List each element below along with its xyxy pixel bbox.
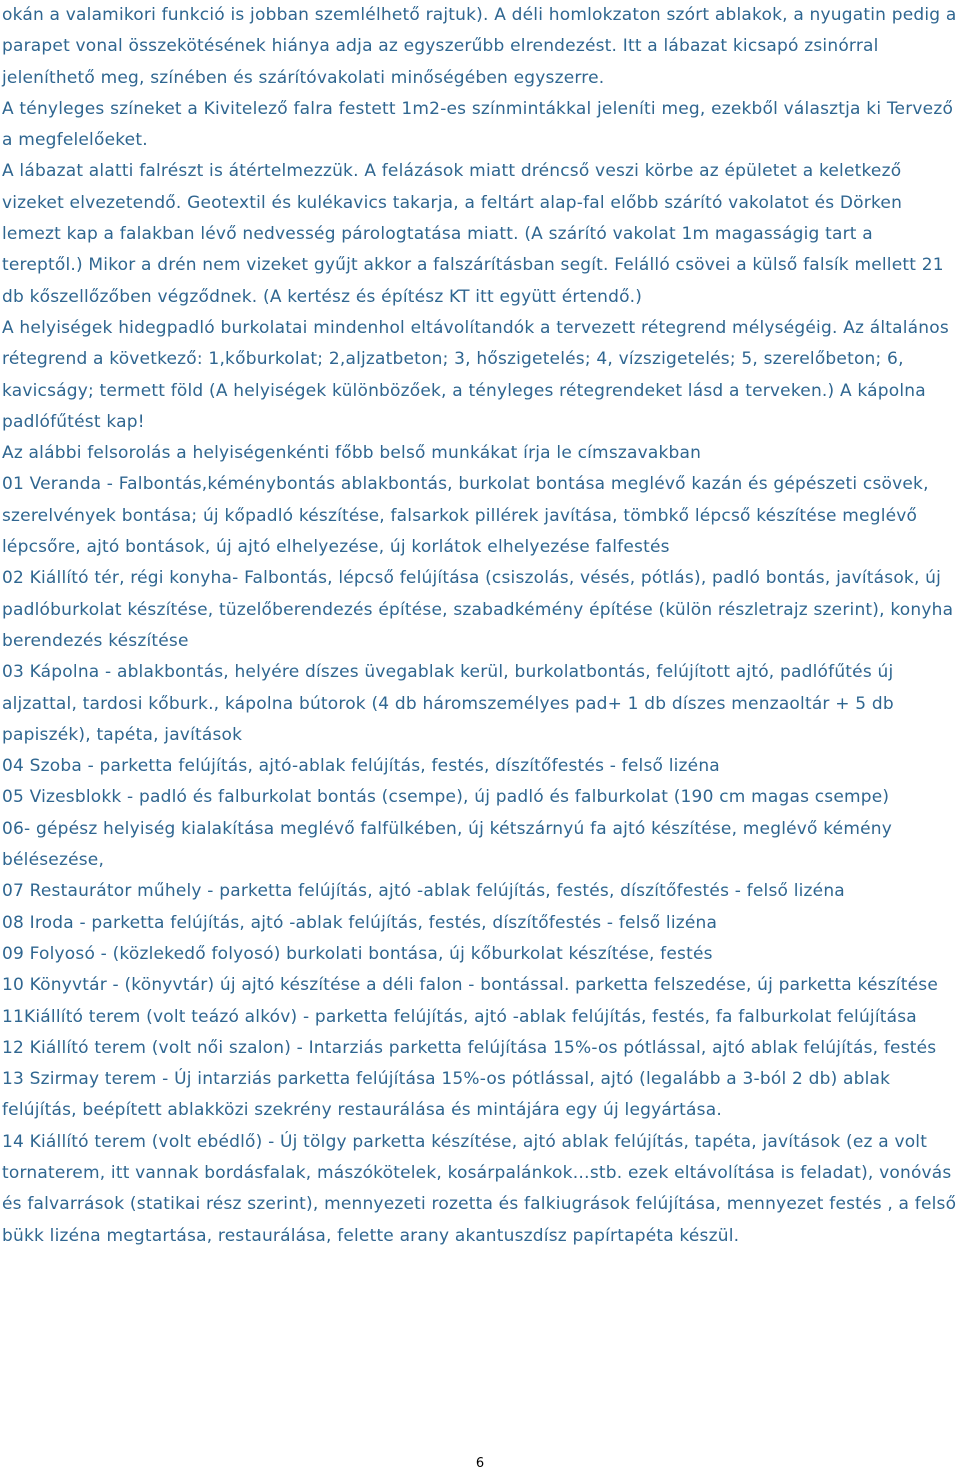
paragraph-list-intro: Az alábbi felsorolás a helyiségenkénti főbb belső munkákat írja le címszavakban <box>2 443 702 464</box>
room-item-09: 09 Folyosó - (közlekedő folyosó) burkolati bontása, új kőburkolat készítése, festés <box>2 943 713 964</box>
paragraph-colors: A tényleges színeket a Kivitelező falra festett 1m2-es színmintákkal jeleníti meg, ezekből választja ki Tervező a megfelelőeket. <box>2 98 954 151</box>
room-item-14: 14 Kiállító terem (volt ebédlő) - Új tölgy parketta készítése, ajtó ablak felújítás, tapéta, javítások (ez a volt tornaterem, itt vannak bordásfalak, mászókötelek, kosárpalánkok…stb. ezek eltávolítása is feladat), vonóvás és falvarrások (statikai rész szerint), mennyezeti rozetta és falkiugrások felújítása, mennyezet festés , a felső bükk lizéna megtartása, restaurálása, felette arany akantuszdísz papírtapéta készül. <box>2 1131 957 1246</box>
room-item-05: 05 Vizesblokk - padló és falburkolat bontás (csempe), új padló és falburkolat (190 cm magas csempe) <box>2 787 890 808</box>
room-item-01: 01 Veranda - Falbontás,kéménybontás ablakbontás, burkolat bontása meglévő kazán és gépészeti csövek, szerelvények bontása; új kőpadló készítése, falsarkok pillérek javítása, tömbkő lépcső készítése meglévő lépcsőre, ajtó bontások, új ajtó elhelyezése, új korlátok elhelyezése falfestés <box>2 474 929 558</box>
room-item-11: 11Kiállító terem (volt teázó alkóv) - parketta felújítás, ajtó -ablak felújítás, festés, fa falburkolat felújítása <box>2 1006 917 1027</box>
room-item-08: 08 Iroda - parketta felújítás, ajtó -ablak felújítás, festés, díszítőfestés - felső lizéna <box>2 912 718 933</box>
room-item-02: 02 Kiállító tér, régi konyha- Falbontás, lépcső felújítása (csiszolás, vésés, pótlás), padló bontás, javítások, új padlóburkolat készítése, tüzelőberendezés építése, szabadkémény építése (külön részletrajz szerint), konyha berendezés készítése <box>2 568 954 651</box>
paragraph-facade: okán a valamikori funkció is jobban szemlélhető rajtuk). A déli homlokzaton szórt ablakok, a nyugatin pedig a parapet vonal összekötésének hiánya adja az egyszerűbb elrendezést. Itt a lábazat kicsapó zsinórral jeleníthető meg, színében és szárítóvakolati minőségében egyszerre. <box>2 5 957 88</box>
body-text <box>2 0 958 1252</box>
room-item-06: 06- gépész helyiség kialakítása meglévő falfülkében, új kétszárnyú fa ajtó készítése, meglévő kémény bélésezése, <box>2 818 892 871</box>
paragraph-floor-layers: A helyiségek hidegpadló burkolatai mindenhol eltávolítandók a tervezett rétegrend mélységéig. Az általános rétegrend a következő: 1,kőburkolat; 2,aljzatbeton; 3, hőszigetelés; 4, vízszigetelés; 5, szerelőbeton; 6, kavicságy; termett föld (A helyiségek különbözőek, a tényleges rétegrendeket lásd a terveken.) A kápolna padlófűtést kap! <box>2 317 949 432</box>
room-item-04: 04 Szoba - parketta felújítás, ajtó-ablak felújítás, festés, díszítőfestés - felső lizéna <box>2 756 720 777</box>
room-item-13: 13 Szirmay terem - Új intarziás parketta felújítása 15%-os pótlással, ajtó (legalább a 3-ból 2 db) ablak felújítás, beépített ablakközi szekrény restaurálása és mintájára egy új legyártása. <box>2 1069 891 1121</box>
room-item-03: 03 Kápolna - ablakbontás, helyére díszes üvegablak kerül, burkolatbontás, felújított ajtó, padlófűtés új aljzattal, tardosi kőburk., kápolna bútorok (4 db háromszemélyes pad+ 1 db díszes menzaoltár + 5 db papiszék), tapéta, javítások <box>2 662 894 745</box>
page-number: 6 <box>475 1456 485 1471</box>
room-item-10: 10 Könyvtár - (könyvtár) új ajtó készítése a déli falon - bontással. parketta felszedése, új parketta készítése <box>2 975 938 996</box>
room-item-12: 12 Kiállító terem (volt női szalon) - Intarziás parketta felújítása 15%-os pótlással, ajtó ablak felújítás, festés <box>2 1037 937 1058</box>
paragraph-plinth-drainage: A lábazat alatti falrészt is átértelmezzük. A felázások miatt dréncső veszi körbe az épületet a keletkező vizeket elvezetendő. Geotextil és kulékavics takarja, a feltárt alap-fal előbb szárító vakolatot és Dörken lemezt kap a falakban lévő nedvesség párologtatása miatt. (A szárító vakolat 1m magasságig tart a tereptől.) Mikor a drén nem vizeket gyűjt akkor a falszárításban segít. Felálló csövei a külső falsík mellett 21 db kőszellőzőben végződnek. (A kertész és építész KT itt együtt értendő.) <box>2 161 944 307</box>
room-item-07: 07 Restaurátor műhely - parketta felújítás, ajtó -ablak felújítás, festés, díszítőfestés - felső lizéna <box>2 881 845 902</box>
